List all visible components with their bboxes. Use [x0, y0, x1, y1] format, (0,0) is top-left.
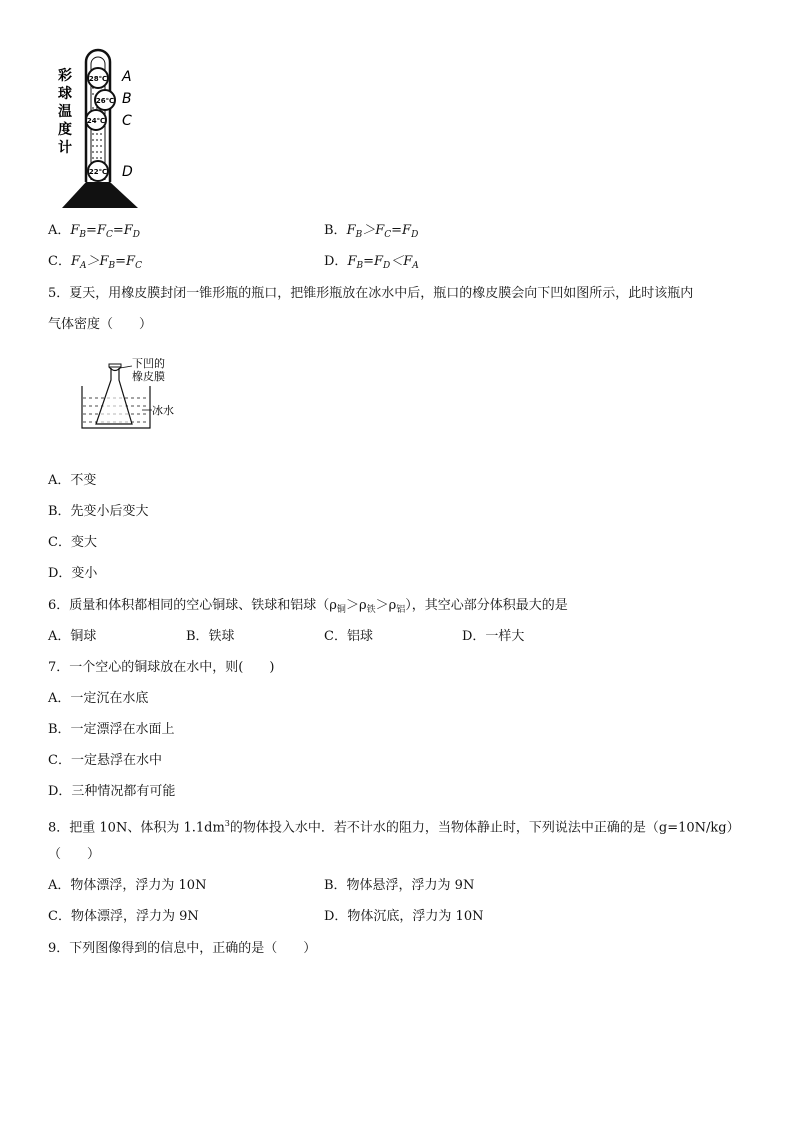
q9-stem: 9．下列图像得到的信息中，正确的是（ ） — [48, 941, 317, 956]
q6-option-b: B．铁球 — [186, 629, 235, 644]
membrane-label-1: 下凹的 — [132, 358, 165, 370]
q7-option-c: C．一定悬浮在水中 — [48, 753, 162, 768]
q7-option-d: D．三种情况都有可能 — [48, 784, 176, 799]
water-label: 冰水 — [152, 404, 174, 417]
q8-option-b: B．物体悬浮，浮力为 9N — [324, 878, 475, 893]
q4-option-d: D．$F_B=F_D<F_A$ — [324, 254, 419, 271]
q7-stem: 7．一个空心的铜球放在水中，则( ) — [48, 660, 275, 675]
q6-option-a: A．铜球 — [48, 629, 97, 644]
q8-stem-line2: （ ） — [48, 847, 101, 862]
q8-option-a: A．物体漂浮，浮力为 10N — [48, 878, 207, 893]
ball-c-letter: C — [122, 113, 132, 129]
thermometer-figure — [52, 48, 162, 210]
q4-option-c: C．$F_A>F_B=F_C$ — [48, 254, 142, 271]
thermo-title-2: 温 — [58, 104, 72, 120]
q7-option-b: B．一定漂浮在水面上 — [48, 722, 175, 737]
q5-option-d: D．变小 — [48, 566, 98, 581]
thermo-base — [62, 182, 138, 208]
q4-option-d-formula: $F_B=F_D<F_A$ — [347, 254, 419, 271]
thermo-title-3: 度 — [58, 122, 72, 138]
q8-option-d: D．物体沉底，浮力为 10N — [324, 909, 484, 924]
q4-option-b: B．$F_B>F_C=F_D$ — [324, 223, 419, 240]
ball-a-letter: A — [122, 69, 132, 85]
thermometer-svg — [52, 48, 162, 210]
ball-b-label: 26℃ — [95, 97, 115, 105]
ball-a-label: 28℃ — [88, 75, 108, 83]
q6-option-d: D．一样大 — [462, 629, 525, 644]
flask-svg — [80, 358, 190, 432]
ball-c-label: 24℃ — [86, 117, 106, 125]
q5-stem-line1: 5．夏天，用橡皮膜封闭一锥形瓶的瓶口，把锥形瓶放在冰水中后，瓶口的橡皮膜会向下凹如图所示，此时该瓶内 — [48, 286, 694, 301]
q5-option-b: B．先变小后变大 — [48, 504, 149, 519]
ball-b-letter: B — [122, 91, 132, 107]
thermo-title-1: 球 — [58, 86, 72, 102]
q5-option-c: C．变大 — [48, 535, 97, 550]
ball-d-label: 22℃ — [88, 168, 108, 176]
q4-option-b-formula: $F_B>F_C=F_D$ — [346, 223, 419, 240]
q4-option-a-formula: $F_B=F_C=F_D$ — [70, 223, 140, 240]
q5-option-a: A．不变 — [48, 473, 97, 488]
q6-option-c: C．铝球 — [324, 629, 373, 644]
q4-option-a: A．$F_B=F_C=F_D$ — [48, 223, 140, 240]
q7-option-a: A．一定沉在水底 — [48, 691, 149, 706]
flask-neck-top — [109, 364, 121, 367]
q5-stem-line2: 气体密度（ ） — [48, 317, 153, 332]
q8-stem-line1: 8．把重 10N、体积为 $1.1dm^3$的物体投入水中．若不计水的阻力，当物体静止时，下列说法中正确的是（g=10N/kg） — [48, 819, 740, 836]
thermo-title-4: 计 — [58, 140, 72, 156]
membrane-label-2: 橡皮膜 — [132, 370, 165, 383]
ball-d-letter: D — [122, 164, 133, 180]
flask-figure — [80, 358, 190, 432]
conical-flask — [96, 368, 132, 424]
q8-option-c: C．物体漂浮，浮力为 9N — [48, 909, 199, 924]
q4-option-c-formula: $F_A>F_B=F_C$ — [70, 254, 142, 271]
q6-stem: 6．质量和体积都相同的空心铜球、铁球和铝球$(\rho_铜>\rho_铁>\rho_铝)$，其空心部分体积最大的是 — [48, 598, 568, 615]
membrane-leader — [120, 366, 132, 368]
thermo-title-0: 彩 — [58, 68, 72, 84]
